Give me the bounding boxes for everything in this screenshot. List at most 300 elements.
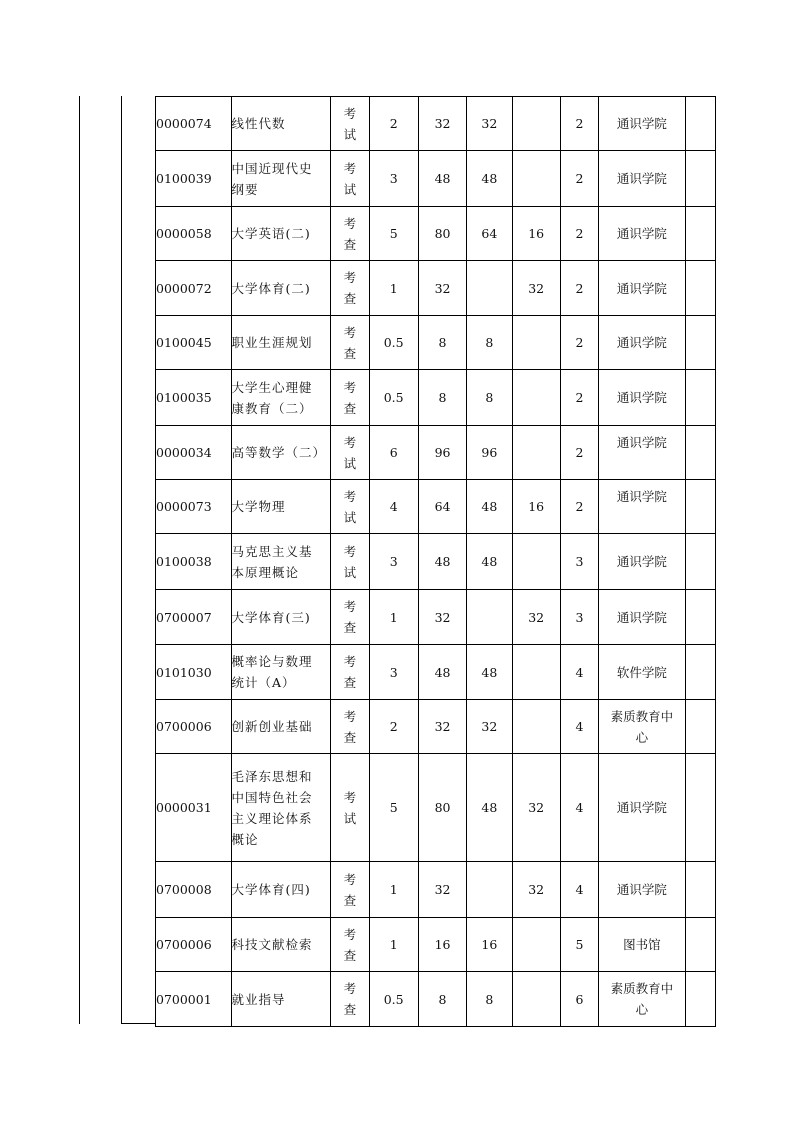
department-cell: [599, 316, 686, 370]
course-name-cell: [231, 534, 331, 590]
credit-cell: [369, 590, 418, 645]
semester-cell: [560, 590, 598, 645]
assessment-char: 试: [343, 564, 357, 580]
course-name-cell: [231, 426, 331, 480]
lecture-hours-cell: [467, 645, 512, 700]
table-row: [156, 97, 716, 151]
total-hours-cell: [418, 918, 466, 972]
credit-value: 4: [389, 499, 398, 514]
table-row: [156, 207, 716, 261]
course-name-line: 线性代数: [231, 116, 286, 131]
course-name-cell: [231, 480, 331, 534]
credit-cell: [369, 645, 418, 700]
remarks-cell: [685, 151, 715, 207]
department-cell: [599, 645, 686, 700]
course-name-cell: [231, 700, 331, 754]
remarks-cell: [685, 645, 715, 700]
assessment-cell: [331, 480, 369, 534]
total-hours-value: 48: [434, 664, 451, 680]
department-cell: [599, 590, 686, 645]
assessment-cell: [331, 972, 369, 1027]
department-line: 通识学院: [616, 335, 667, 350]
credit-cell: [369, 754, 418, 862]
assessment-char: 考: [343, 543, 357, 559]
course-name-line: 大学英语(二): [231, 226, 311, 241]
table-row: [156, 862, 716, 918]
semester-cell: [560, 207, 598, 261]
remarks-cell: [685, 534, 715, 590]
semester-value: 4: [575, 664, 584, 680]
assessment-char: 考: [343, 599, 357, 614]
course-name-cell: [231, 972, 331, 1027]
assessment-char: 考: [343, 654, 357, 669]
lecture-hours-value: 32: [481, 116, 498, 131]
lecture-hours-value: 8: [485, 991, 494, 1007]
total-hours-value: 64: [434, 499, 451, 514]
course-name-line: 大学体育(二): [231, 280, 311, 296]
semester-value: 6: [575, 991, 584, 1007]
course-code-cell: [156, 426, 232, 480]
department-cell: [599, 754, 686, 862]
credit-value: 0.5: [383, 991, 404, 1007]
total-hours-value: 48: [434, 171, 451, 186]
total-hours-value: 8: [438, 991, 447, 1007]
assessment-char: 考: [343, 270, 357, 285]
total-hours-cell: [418, 534, 466, 590]
course-name-cell: [231, 207, 331, 261]
credit-cell: [369, 207, 418, 261]
course-code-cell: [156, 97, 232, 151]
course-name-line: 大学物理: [231, 499, 286, 514]
assessment-char: 试: [343, 126, 357, 142]
course-name-cell: [231, 590, 331, 645]
total-hours-value: 80: [434, 226, 451, 241]
credit-cell: [369, 700, 418, 754]
course-name-line: 纲要: [231, 181, 259, 197]
remarks-cell: [685, 700, 715, 754]
assessment-cell: [331, 754, 369, 862]
department-line: 图书馆: [623, 937, 661, 952]
semester-value: 5: [575, 937, 584, 952]
table-row: [156, 261, 716, 316]
assessment-char: 查: [343, 947, 357, 963]
department-cell: [599, 534, 686, 590]
practice-hours-cell: [512, 207, 560, 261]
remarks-cell: [685, 754, 715, 862]
department-line: 通识学院: [616, 226, 667, 241]
course-name-cell: [231, 862, 331, 918]
course-code: 0700006: [156, 719, 212, 734]
inner-left-border: [121, 96, 122, 1024]
semester-cell: [560, 754, 598, 862]
total-hours-value: 80: [434, 800, 451, 815]
total-hours-cell: [418, 590, 466, 645]
total-hours-value: 32: [434, 116, 451, 131]
table-row: [156, 426, 716, 480]
assessment-char: 考: [343, 708, 357, 724]
total-hours-value: 32: [434, 719, 451, 734]
lecture-hours-cell: [467, 426, 512, 480]
lecture-hours-cell: [467, 97, 512, 151]
department-cell: [599, 151, 686, 207]
total-hours-cell: [418, 700, 466, 754]
lecture-hours-value: 32: [481, 719, 498, 734]
semester-cell: [560, 480, 598, 534]
course-name-cell: [231, 261, 331, 316]
department-line: 软件学院: [616, 664, 667, 680]
course-name-line: 毛泽东思想和: [231, 768, 313, 784]
assessment-char: 考: [343, 434, 357, 450]
semester-cell: [560, 918, 598, 972]
department-cell: [599, 207, 686, 261]
semester-value: 2: [575, 499, 584, 514]
semester-value: 2: [575, 280, 584, 296]
lecture-hours-cell: [467, 261, 512, 316]
semester-cell: [560, 862, 598, 918]
course-code: 0000074: [156, 116, 212, 131]
lecture-hours-value: 48: [481, 554, 498, 569]
assessment-char: 考: [343, 215, 357, 231]
lecture-hours-value: 16: [481, 937, 498, 952]
remarks-cell: [685, 426, 715, 480]
total-hours-value: 16: [434, 937, 451, 952]
credit-cell: [369, 370, 418, 426]
credit-value: 0.5: [383, 335, 404, 350]
practice-hours-cell: [512, 645, 560, 700]
credit-cell: [369, 972, 418, 1027]
assessment-char: 查: [343, 1002, 357, 1017]
outer-left-border: [79, 96, 80, 1024]
credit-cell: [369, 918, 418, 972]
assessment-char: 查: [343, 345, 357, 361]
course-name-cell: [231, 151, 331, 207]
department-line: 通识学院: [616, 882, 667, 897]
assessment-cell: [331, 97, 369, 151]
practice-hours-cell: [512, 316, 560, 370]
table-row: [156, 918, 716, 972]
credit-cell: [369, 862, 418, 918]
remarks-cell: [685, 480, 715, 534]
department-line: 心: [635, 1002, 649, 1017]
assessment-char: 考: [343, 981, 357, 996]
total-hours-cell: [418, 261, 466, 316]
lecture-hours-cell: [467, 862, 512, 918]
total-hours-value: 48: [434, 554, 451, 569]
course-name-line: 大学体育(三): [231, 609, 311, 625]
assessment-char: 考: [343, 488, 357, 504]
total-hours-value: 32: [434, 609, 451, 625]
department-line: 通识学院: [616, 554, 667, 569]
practice-hours-cell: [512, 426, 560, 480]
total-hours-cell: [418, 426, 466, 480]
total-hours-cell: [418, 97, 466, 151]
assessment-char: 查: [343, 729, 357, 745]
practice-hours-cell: [512, 151, 560, 207]
semester-value: 2: [575, 335, 584, 350]
course-name-line: 创新创业基础: [231, 719, 313, 734]
practice-hours-cell: [512, 480, 560, 534]
total-hours-cell: [418, 972, 466, 1027]
course-code: 0700007: [156, 609, 212, 625]
lecture-hours-value: 8: [485, 390, 494, 405]
course-code-cell: [156, 370, 232, 426]
department-line: 通识学院: [616, 171, 667, 186]
lecture-hours-cell: [467, 370, 512, 426]
department-cell: [599, 972, 686, 1027]
course-name-line: 概率论与数理: [231, 654, 313, 669]
total-hours-value: 32: [434, 280, 451, 296]
course-code-cell: [156, 316, 232, 370]
course-code-cell: [156, 972, 232, 1027]
total-hours-cell: [418, 207, 466, 261]
total-hours-cell: [418, 480, 466, 534]
lecture-hours-value: 8: [485, 335, 494, 350]
department-line: 通识学院: [616, 800, 667, 815]
semester-value: 2: [575, 390, 584, 405]
course-code: 0000031: [156, 800, 212, 815]
credit-value: 6: [389, 445, 398, 460]
course-name-line: 马克思主义基: [231, 543, 313, 559]
department-line: 心: [635, 729, 649, 745]
practice-hours-value: 32: [528, 800, 545, 815]
practice-hours-value: 32: [528, 609, 545, 625]
credit-value: 2: [389, 116, 398, 131]
total-hours-cell: [418, 645, 466, 700]
table-row: [156, 480, 716, 534]
lecture-hours-value: 48: [481, 499, 498, 514]
remarks-cell: [685, 207, 715, 261]
lecture-hours-cell: [467, 316, 512, 370]
credit-cell: [369, 426, 418, 480]
table-row: [156, 370, 716, 426]
table-row: [156, 151, 716, 207]
assessment-char: 试: [343, 810, 357, 826]
assessment-char: 考: [343, 871, 357, 887]
lecture-hours-cell: [467, 534, 512, 590]
department-line: 通识学院: [616, 116, 667, 131]
assessment-cell: [331, 316, 369, 370]
total-hours-value: 8: [438, 390, 447, 405]
lecture-hours-cell: [467, 754, 512, 862]
assessment-cell: [331, 534, 369, 590]
course-code-cell: [156, 754, 232, 862]
course-name-cell: [231, 918, 331, 972]
course-name-cell: [231, 97, 331, 151]
remarks-cell: [685, 862, 715, 918]
department-cell: [599, 918, 686, 972]
lecture-hours-cell: [467, 590, 512, 645]
assessment-char: 查: [343, 291, 357, 306]
assessment-char: 考: [343, 324, 357, 340]
course-name-line: 大学体育(四): [231, 882, 311, 897]
practice-hours-cell: [512, 972, 560, 1027]
course-table: [155, 96, 716, 1027]
department-line: 通识学院: [616, 390, 667, 405]
total-hours-cell: [418, 754, 466, 862]
lecture-hours-value: 48: [481, 171, 498, 186]
assessment-cell: [331, 151, 369, 207]
course-code: 0000034: [156, 445, 212, 460]
total-hours-value: 96: [434, 445, 451, 460]
remarks-cell: [685, 316, 715, 370]
course-name-line: 高等数学（二）: [231, 445, 327, 460]
credit-cell: [369, 480, 418, 534]
assessment-char: 查: [343, 675, 357, 690]
department-cell: [599, 480, 686, 534]
credit-value: 2: [389, 719, 398, 734]
remarks-cell: [685, 97, 715, 151]
semester-cell: [560, 151, 598, 207]
semester-value: 2: [575, 445, 584, 460]
credit-value: 3: [389, 664, 398, 680]
practice-hours-value: 32: [528, 280, 545, 296]
assessment-char: 试: [343, 455, 357, 471]
practice-hours-value: 32: [528, 882, 545, 897]
course-code-cell: [156, 590, 232, 645]
credit-value: 1: [389, 609, 398, 625]
total-hours-cell: [418, 151, 466, 207]
table-row: [156, 972, 716, 1027]
assessment-char: 查: [343, 620, 357, 635]
course-name-cell: [231, 370, 331, 426]
course-code-cell: [156, 918, 232, 972]
department-cell: [599, 700, 686, 754]
lecture-hours-value: 48: [481, 664, 498, 680]
table-row: [156, 534, 716, 590]
department-cell: [599, 261, 686, 316]
practice-hours-cell: [512, 97, 560, 151]
practice-hours-cell: [512, 918, 560, 972]
course-code: 0700006: [156, 937, 212, 952]
table-row: [156, 700, 716, 754]
assessment-char: 查: [343, 892, 357, 908]
department-line: 通识学院: [616, 489, 667, 504]
remarks-cell: [685, 972, 715, 1027]
assessment-char: 考: [343, 926, 357, 942]
assessment-char: 试: [343, 181, 357, 197]
credit-cell: [369, 261, 418, 316]
course-name-cell: [231, 754, 331, 862]
course-code: 0100039: [156, 171, 212, 186]
department-cell: [599, 426, 686, 480]
semester-cell: [560, 97, 598, 151]
lecture-hours-value: 96: [481, 445, 498, 460]
course-code-cell: [156, 151, 232, 207]
total-hours-cell: [418, 862, 466, 918]
credit-value: 3: [389, 554, 398, 569]
practice-hours-cell: [512, 534, 560, 590]
semester-cell: [560, 972, 598, 1027]
practice-hours-cell: [512, 754, 560, 862]
total-hours-value: 8: [438, 335, 447, 350]
course-table-body: [156, 97, 716, 1027]
semester-value: 3: [575, 554, 584, 569]
semester-value: 4: [575, 882, 584, 897]
assessment-cell: [331, 261, 369, 316]
assessment-cell: [331, 645, 369, 700]
practice-hours-cell: [512, 590, 560, 645]
course-code: 0100038: [156, 554, 212, 569]
credit-value: 1: [389, 937, 398, 952]
course-code-cell: [156, 480, 232, 534]
credit-value: 1: [389, 882, 398, 897]
assessment-cell: [331, 590, 369, 645]
course-code-cell: [156, 645, 232, 700]
remarks-cell: [685, 370, 715, 426]
credit-value: 1: [389, 280, 398, 296]
semester-value: 2: [575, 116, 584, 131]
department-cell: [599, 97, 686, 151]
lecture-hours-cell: [467, 480, 512, 534]
assessment-cell: [331, 918, 369, 972]
remarks-cell: [685, 261, 715, 316]
course-code-cell: [156, 261, 232, 316]
assessment-char: 考: [343, 379, 357, 395]
assessment-cell: [331, 862, 369, 918]
semester-cell: [560, 426, 598, 480]
remarks-cell: [685, 590, 715, 645]
remarks-cell: [685, 918, 715, 972]
semester-value: 2: [575, 226, 584, 241]
lecture-hours-cell: [467, 700, 512, 754]
course-name-line: 职业生涯规划: [231, 335, 313, 350]
department-line: 通识学院: [616, 280, 667, 296]
department-cell: [599, 370, 686, 426]
course-name-line: 统计（A）: [231, 675, 296, 690]
semester-value: 4: [575, 719, 584, 734]
total-hours-cell: [418, 370, 466, 426]
course-code: 0100035: [156, 390, 212, 405]
assessment-char: 考: [343, 160, 357, 176]
course-name-cell: [231, 316, 331, 370]
course-code: 0101030: [156, 664, 212, 680]
credit-value: 3: [389, 171, 398, 186]
credit-cell: [369, 151, 418, 207]
table-row: [156, 754, 716, 862]
credit-cell: [369, 97, 418, 151]
credit-value: 5: [389, 226, 398, 241]
assessment-cell: [331, 370, 369, 426]
table-row: [156, 590, 716, 645]
assessment-cell: [331, 207, 369, 261]
assessment-char: 考: [343, 105, 357, 121]
assessment-cell: [331, 426, 369, 480]
bottom-border: [121, 1023, 156, 1024]
semester-cell: [560, 316, 598, 370]
assessment-char: 查: [343, 236, 357, 252]
semester-value: 4: [575, 800, 584, 815]
lecture-hours-value: 64: [481, 226, 498, 241]
credit-value: 5: [389, 800, 398, 815]
total-hours-cell: [418, 316, 466, 370]
course-code-cell: [156, 534, 232, 590]
semester-value: 2: [575, 171, 584, 186]
table-row: [156, 316, 716, 370]
department-line: 通识学院: [616, 435, 667, 450]
lecture-hours-cell: [467, 207, 512, 261]
practice-hours-cell: [512, 370, 560, 426]
course-name-line: 中国近现代史: [231, 160, 313, 176]
department-cell: [599, 862, 686, 918]
semester-cell: [560, 700, 598, 754]
assessment-char: 试: [343, 509, 357, 525]
total-hours-value: 32: [434, 882, 451, 897]
department-line: 素质教育中: [610, 708, 674, 724]
course-name-line: 本原理概论: [231, 564, 300, 580]
practice-hours-cell: [512, 261, 560, 316]
course-code-cell: [156, 700, 232, 754]
course-code: 0000058: [156, 226, 212, 241]
